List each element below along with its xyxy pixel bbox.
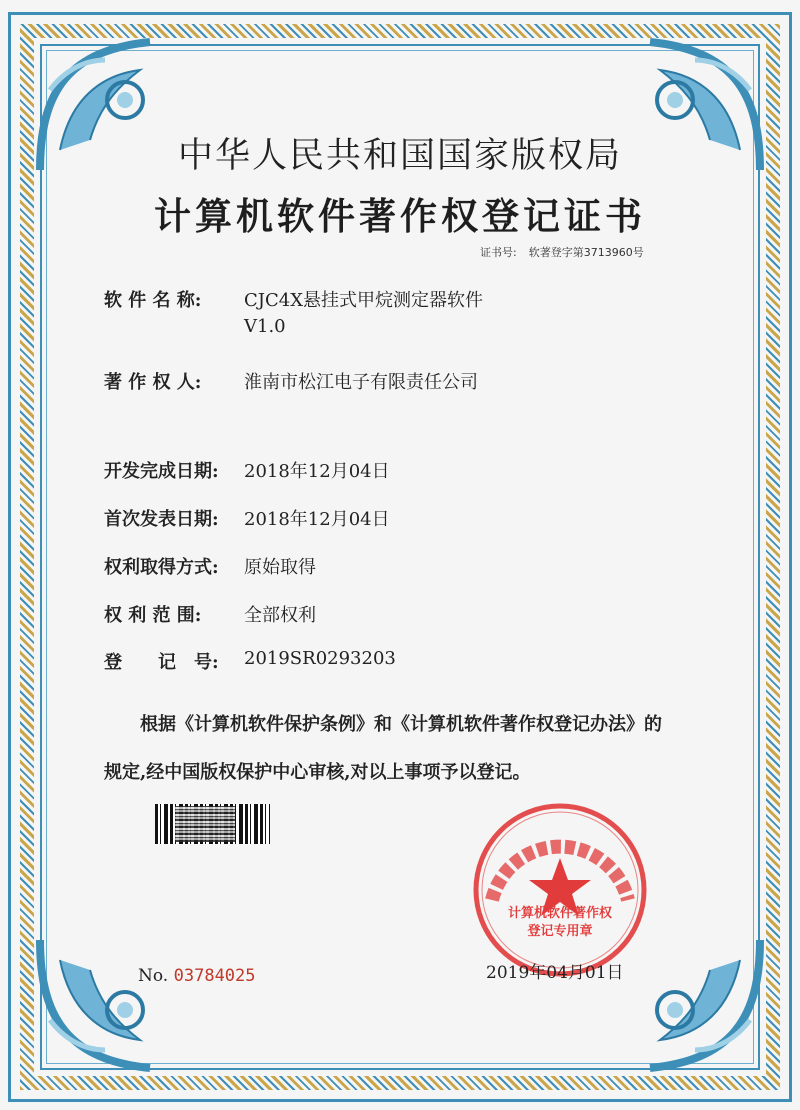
seal-text (470, 905, 650, 941)
seal-text-line-2: 登记专用章 (527, 924, 593, 939)
serial-number (138, 966, 256, 986)
statement-line-2: 规定,经中国版权保护中心审核,对以上事项予以登记。 (104, 762, 531, 783)
field-registration-number (104, 648, 396, 674)
field-label: 权利取得方式: (104, 557, 219, 578)
corner-ornament-bottom-left (30, 930, 180, 1080)
field-value: 全部权利 (244, 605, 316, 626)
field-value: 原始取得 (244, 557, 316, 578)
serial-label: No. (138, 966, 169, 986)
field-label: 首次发表日期: (104, 509, 219, 530)
field-rights-scope (104, 601, 316, 627)
seal-text-line-1: 计算机软件著作权 (507, 906, 612, 921)
field-label: 著 作 权 人: (104, 372, 202, 393)
field-value: 淮南市松江电子有限责任公司 (244, 372, 478, 393)
field-value: 2018年12月04日 (244, 509, 390, 530)
field-publication-date (104, 505, 390, 531)
cert-no-value: 软著登字第3713960号 (528, 246, 644, 259)
issue-date: 2019年04月01日 (486, 963, 624, 983)
software-name-value: CJC4X悬挂式甲烷测定器软件 (244, 290, 484, 311)
barcode-pattern (175, 806, 235, 842)
field-label: 权 利 范 围: (104, 605, 202, 626)
field-development-date (104, 457, 390, 483)
software-version-value: V1.0 (244, 316, 286, 337)
field-value (244, 286, 483, 337)
certificate-number (480, 244, 644, 260)
field-label: 登 记 号: (104, 652, 219, 673)
field-copyright-owner (104, 368, 478, 394)
serial-value: 03784025 (173, 966, 256, 986)
field-software-name (104, 286, 483, 337)
field-label: 开发完成日期: (104, 461, 219, 482)
field-value: 2018年12月04日 (244, 461, 390, 482)
field-acquisition-method (104, 553, 316, 579)
field-value: 2019SR0293203 (244, 648, 396, 669)
certificate-title: 计算机软件著作权登记证书 (154, 194, 646, 238)
cert-no-label: 证书号: (480, 246, 517, 259)
statement-line-1: 根据《计算机软件保护条例》和《计算机软件著作权登记办法》的 (140, 714, 662, 735)
issuer-title: 中华人民共和国国家版权局 (177, 136, 622, 176)
field-label: 软 件 名 称: (104, 290, 202, 311)
official-seal (470, 800, 650, 980)
